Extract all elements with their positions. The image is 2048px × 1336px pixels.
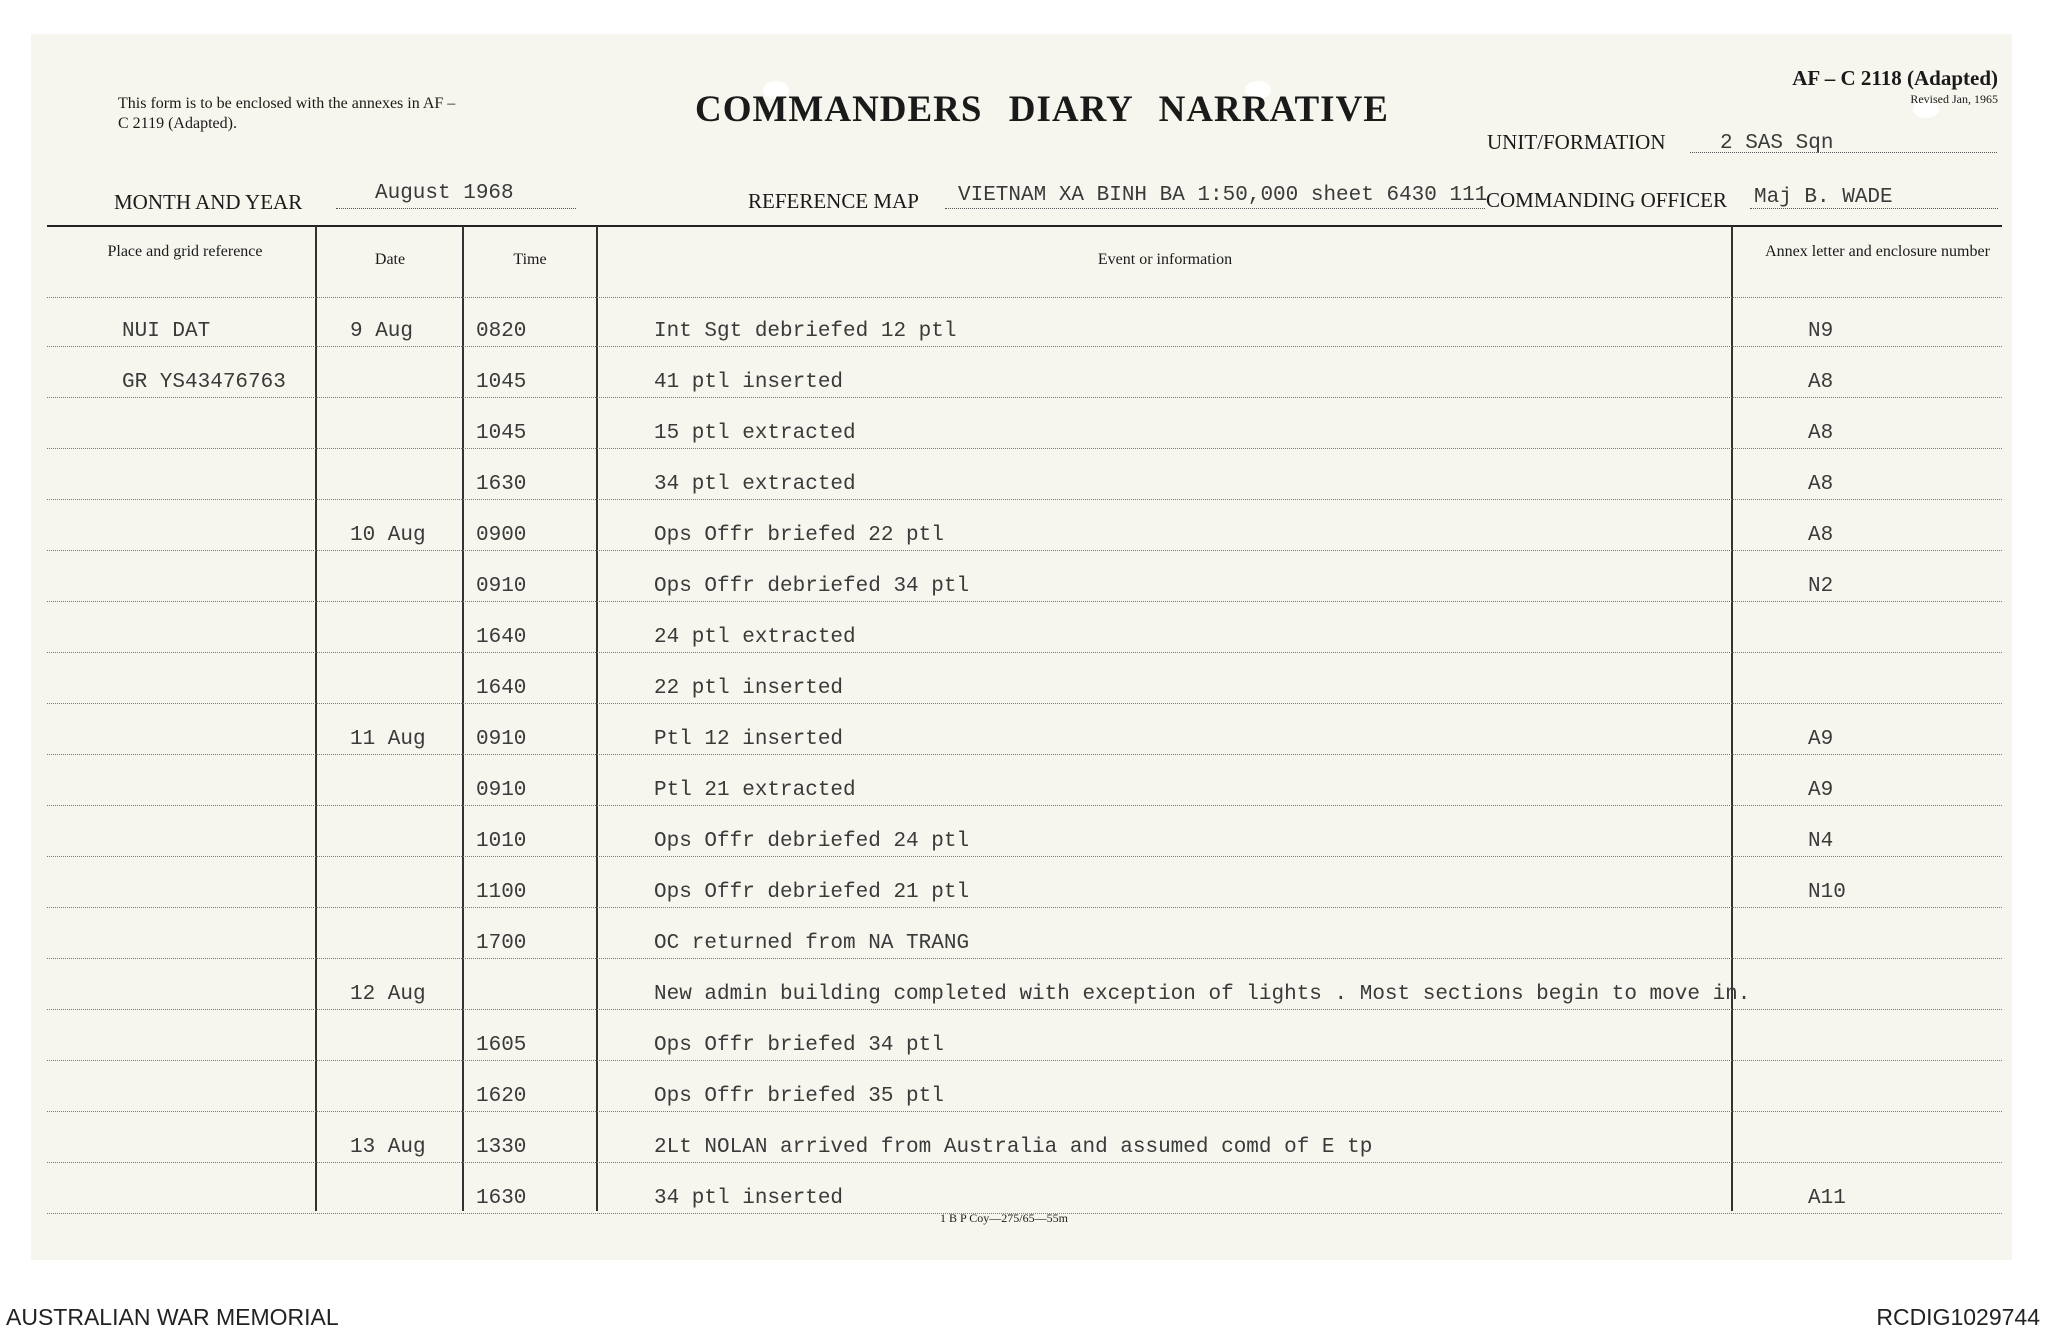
cell-time: 0910 [476,575,527,598]
cell-date: 11 Aug [350,728,426,751]
cell-annex: A8 [1808,371,1834,394]
row-dotted-line [47,754,2002,755]
column-header-annex: Annex letter and enclosure number [1765,243,1990,260]
commanding-officer-value: Maj B. WADE [1754,186,1893,209]
cell-time: 0910 [476,728,527,751]
cell-event: 24 ptl extracted [654,626,856,649]
row-dotted-line [47,601,2002,602]
cell-event: Ops Offr debriefed 34 ptl [654,575,970,598]
column-header-place: Place and grid reference [107,243,263,260]
cell-event: New admin building completed with exception of lights . Most sections begin to move in. [654,983,1751,1006]
column-header-event: Event or information [1097,251,1233,268]
row-dotted-line [47,907,2002,908]
row-dotted-line [47,1162,2002,1163]
cell-annex: A8 [1808,524,1834,547]
cell-time: 1100 [476,881,527,904]
cell-place: NUI DAT [122,320,211,343]
row-dotted-line [47,1060,2002,1061]
cell-event: Ops Offr briefed 34 ptl [654,1034,944,1057]
cell-date: 9 Aug [350,320,414,343]
column-divider [596,226,598,1211]
cell-annex: N9 [1808,320,1834,343]
cell-time: 0820 [476,320,527,343]
cell-event: 34 ptl extracted [654,473,856,496]
reference-map-value: VIETNAM XA BINH BA 1:50,000 sheet 6430 111 [958,184,1488,207]
cell-event: 2Lt NOLAN arrived from Australia and assumed comd of E tp [654,1136,1373,1159]
row-dotted-line [47,856,2002,857]
cell-place: GR YS43476763 [122,371,286,394]
cell-event: Ops Offr briefed 35 ptl [654,1085,944,1108]
cell-annex: A8 [1808,473,1834,496]
month-year-label: MONTH AND YEAR [114,190,303,214]
unit-value: 2 SAS Sqn [1720,132,1834,155]
cell-time: 1045 [476,422,527,445]
column-header-date: Date [374,251,406,268]
cell-time: 1330 [476,1136,527,1159]
row-dotted-line [47,550,2002,551]
cell-annex: N2 [1808,575,1834,598]
cell-annex: A11 [1808,1187,1846,1210]
cell-event: Ops Offr debriefed 21 ptl [654,881,970,904]
credit-right: RCDIG1029744 [1876,1304,2040,1330]
cell-date: 13 Aug [350,1136,426,1159]
cell-time: 1605 [476,1034,527,1057]
cell-event: Ops Offr debriefed 24 ptl [654,830,970,853]
column-divider [1731,226,1733,1211]
unit-underline [1690,152,1997,153]
cell-event: Ops Offr briefed 22 ptl [654,524,944,547]
cell-time: 1045 [476,371,527,394]
reference-map-label: REFERENCE MAP [748,189,919,213]
cell-annex: A9 [1808,779,1834,802]
row-dotted-line [47,958,2002,959]
commanding-officer-label: COMMANDING OFFICER [1486,188,1727,212]
cell-time: 1700 [476,932,527,955]
form-title: COMMANDERS DIARY NARRATIVE [695,89,1389,130]
cell-event: 22 ptl inserted [654,677,844,700]
cell-event: 34 ptl inserted [654,1187,844,1210]
row-dotted-line [47,703,2002,704]
column-divider [462,226,464,1211]
cell-annex: A8 [1808,422,1834,445]
unit-label: UNIT/FORMATION [1487,130,1666,154]
row-dotted-line [47,652,2002,653]
cell-time: 1640 [476,677,527,700]
cell-time: 0910 [476,779,527,802]
form-instruction: This form is to be enclosed with the annexes in AF – C 2119 (Adapted). [118,95,456,132]
form-revised-date: Revised Jan, 1965 [1910,92,1998,106]
cell-annex: A9 [1808,728,1834,751]
cell-annex: N10 [1808,881,1846,904]
cell-annex: N4 [1808,830,1834,853]
month-year-value: August 1968 [375,182,514,205]
cell-time: 1620 [476,1085,527,1108]
cell-time: 1630 [476,1187,527,1210]
column-divider [315,226,317,1211]
cell-time: 1630 [476,473,527,496]
month-year-underline [336,208,576,209]
row-dotted-line [47,346,2002,347]
reference-map-underline [945,208,1485,209]
row-dotted-line [47,1111,2002,1112]
row-dotted-line [47,397,2002,398]
cell-date: 12 Aug [350,983,426,1006]
column-header-time: Time [513,251,547,268]
row-dotted-line [47,1009,2002,1010]
diary-form-sheet [31,34,2012,1260]
cell-date: 10 Aug [350,524,426,547]
row-dotted-line [47,448,2002,449]
form-number: AF – C 2118 (Adapted) [1792,66,1998,90]
cell-event: Ptl 12 inserted [654,728,844,751]
cell-time: 0900 [476,524,527,547]
credit-left: AUSTRALIAN WAR MEMORIAL [6,1304,339,1330]
row-dotted-line [47,805,2002,806]
cell-event: 15 ptl extracted [654,422,856,445]
cell-event: 41 ptl inserted [654,371,844,394]
cell-event: OC returned from NA TRANG [654,932,970,955]
printer-line: 1 B P Coy—275/65—55m [940,1211,1068,1225]
cell-time: 1010 [476,830,527,853]
cell-event: Ptl 21 extracted [654,779,856,802]
cell-time: 1640 [476,626,527,649]
row-dotted-line [47,499,2002,500]
commanding-officer-underline [1750,208,1998,209]
table-top-rule [47,225,2002,227]
cell-event: Int Sgt debriefed 12 ptl [654,320,957,343]
header-divider [47,297,2002,298]
